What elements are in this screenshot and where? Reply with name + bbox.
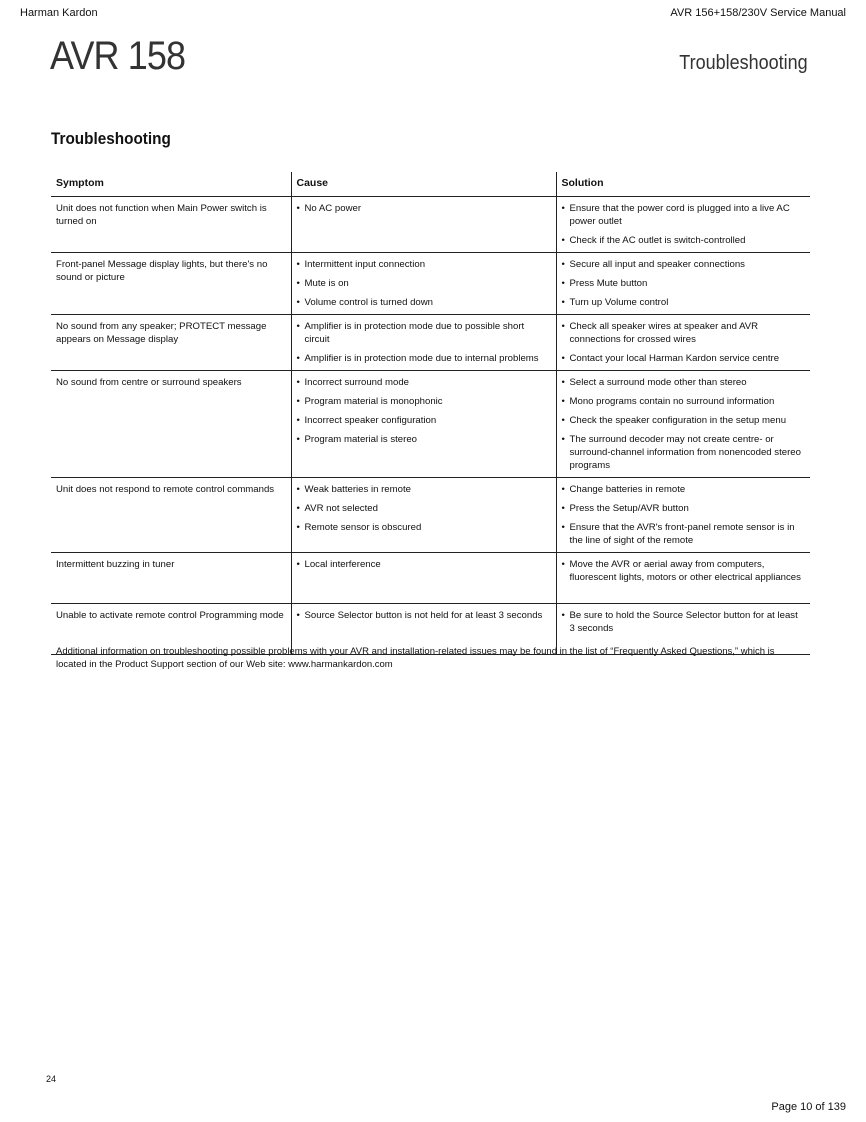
symptom-cell: No sound from any speaker; PROTECT message appears on Message display [51, 315, 291, 371]
cause-item: • Source Selector button is not held for at least 3 seconds [297, 609, 551, 622]
cause-item: • Weak batteries in remote [297, 483, 551, 496]
cause-item: • Remote sensor is obscured [297, 521, 551, 534]
cause-item: • Amplifier is in protection mode due to internal problems [297, 352, 551, 365]
cause-cell [291, 478, 556, 553]
solution-list [562, 202, 806, 247]
solution-item: • Select a surround mode other than stereo [562, 376, 806, 389]
solution-cell [556, 315, 810, 371]
footnote: Additional information on troubleshooting possible problems with your AVR and installation-related issues may be found in the list of “Frequently Asked Questions,” which is located in the Product Support section of our Web site: www.harmankardon.com [56, 646, 775, 670]
column-header-symptom: Symptom [51, 172, 291, 197]
model-title: AVR 158 [50, 34, 186, 78]
solution-item: • Mono programs contain no surround information [562, 395, 806, 408]
solution-item: • Press Mute button [562, 277, 806, 290]
solution-item: • The surround decoder may not create centre- or surround-channel information from nonencoded stereo programs [562, 433, 806, 472]
solution-cell [556, 197, 810, 253]
troubleshooting-table [51, 172, 810, 655]
solution-item: • Ensure that the AVR's front-panel remote sensor is in the line of sight of the remote [562, 521, 806, 547]
table-row [51, 371, 810, 478]
cause-item: • Volume control is turned down [297, 296, 551, 309]
solution-list [562, 558, 806, 584]
solution-cell [556, 371, 810, 478]
page-number: 24 [46, 1074, 57, 1084]
cause-cell [291, 197, 556, 253]
symptom-cell: Unable to activate remote control Programming mode [51, 604, 291, 655]
solution-item: • Check the speaker configuration in the setup menu [562, 414, 806, 427]
solution-list [562, 258, 806, 309]
solution-cell [556, 253, 810, 315]
solution-list [562, 320, 806, 365]
column-header-solution: Solution [556, 172, 810, 197]
symptom-cell: Unit does not respond to remote control commands [51, 478, 291, 553]
solution-cell [556, 553, 810, 604]
cause-list [297, 202, 551, 215]
solution-item: • Turn up Volume control [562, 296, 806, 309]
solution-list [562, 609, 806, 635]
solution-item: • Contact your local Harman Kardon service centre [562, 352, 806, 365]
cause-list [297, 320, 551, 365]
cause-list [297, 609, 551, 622]
cause-cell [291, 553, 556, 604]
solution-cell [556, 478, 810, 553]
solution-item: • Check all speaker wires at speaker and AVR connections for crossed wires [562, 320, 806, 346]
table-row [51, 478, 810, 553]
cause-list [297, 558, 551, 571]
symptom-cell: Unit does not function when Main Power switch is turned on [51, 197, 291, 253]
cause-item: • Intermittent input connection [297, 258, 551, 271]
cause-item: • Program material is stereo [297, 433, 551, 446]
cause-cell [291, 371, 556, 478]
cause-list [297, 376, 551, 446]
solution-list [562, 483, 806, 547]
solution-item: • Be sure to hold the Source Selector button for at least 3 seconds [562, 609, 806, 635]
table-header-row [51, 172, 810, 197]
solution-item: • Change batteries in remote [562, 483, 806, 496]
symptom-cell: No sound from centre or surround speakers [51, 371, 291, 478]
cause-list [297, 258, 551, 309]
cause-item: • Amplifier is in protection mode due to possible short circuit [297, 320, 551, 346]
page-counter: Page 10 of 139 [771, 1101, 846, 1113]
cause-item: • AVR not selected [297, 502, 551, 515]
cause-item: • Incorrect surround mode [297, 376, 551, 389]
cause-item: • No AC power [297, 202, 551, 215]
header-manual-title: AVR 156+158/230V Service Manual [670, 7, 846, 19]
table-row [51, 315, 810, 371]
cause-list [297, 483, 551, 534]
table-row [51, 197, 810, 253]
solution-item: • Ensure that the power cord is plugged into a live AC power outlet [562, 202, 806, 228]
solution-item: • Press the Setup/AVR button [562, 502, 806, 515]
column-header-cause: Cause [291, 172, 556, 197]
cause-cell [291, 253, 556, 315]
solution-list [562, 376, 806, 472]
cause-item: • Local interference [297, 558, 551, 571]
section-label: Troubleshooting [679, 52, 808, 74]
solution-item: • Check if the AC outlet is switch-controlled [562, 234, 806, 247]
cause-item: • Mute is on [297, 277, 551, 290]
table-row [51, 553, 810, 604]
solution-item: • Move the AVR or aerial away from computers, fluorescent lights, motors or other electrical appliances [562, 558, 806, 584]
cause-item: • Incorrect speaker configuration [297, 414, 551, 427]
solution-item: • Secure all input and speaker connections [562, 258, 806, 271]
table-row [51, 253, 810, 315]
cause-cell [291, 315, 556, 371]
symptom-cell: Front-panel Message display lights, but there's no sound or picture [51, 253, 291, 315]
header-brand: Harman Kardon [20, 7, 98, 19]
symptom-cell: Intermittent buzzing in tuner [51, 553, 291, 604]
page-heading: Troubleshooting [51, 129, 171, 148]
cause-item: • Program material is monophonic [297, 395, 551, 408]
